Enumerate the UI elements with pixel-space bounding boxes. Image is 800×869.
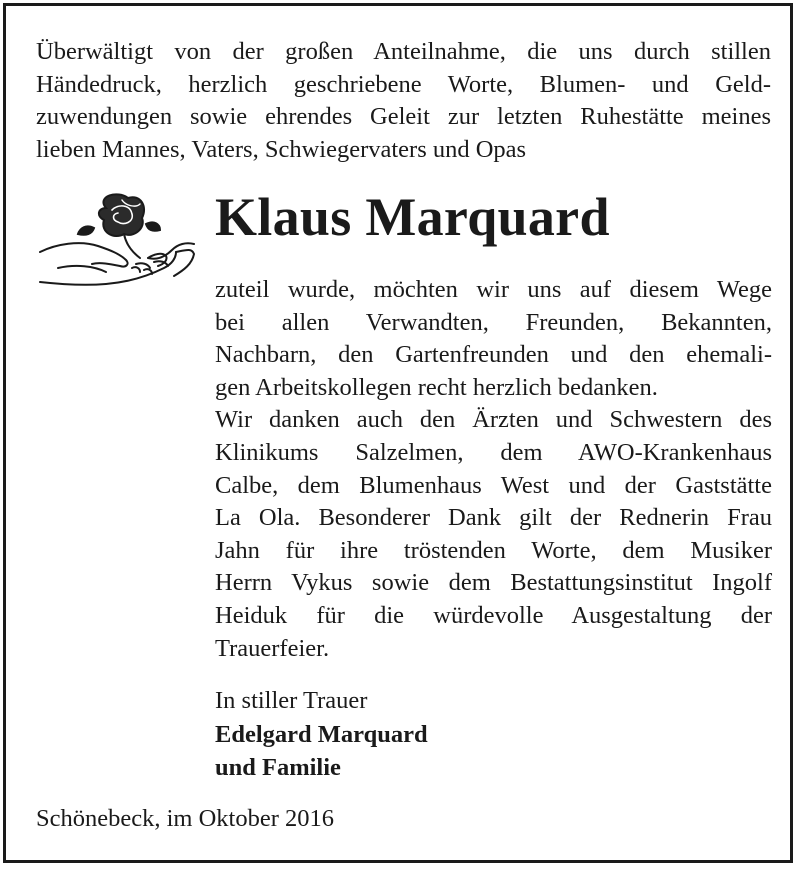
family-name: Edelgard Marquard (215, 720, 428, 748)
intro-line: lieben Mannes, Vaters, Schwiegervaters und Opas (36, 135, 527, 163)
thanks-line: Trauerfeier. (215, 634, 330, 662)
deceased-name: Klaus Marquard (215, 187, 610, 247)
thanks-line: gen Arbeitskollegen recht herzlich bedanken. (215, 373, 658, 401)
thanks-paragraph (215, 274, 772, 665)
mourning-intro: In stiller Trauer (215, 687, 368, 714)
place-date: Schönebeck, im Oktober 2016 (36, 805, 335, 832)
thanks-line: Nachbarn, den Gartenfreunden und den ehemali- (215, 341, 772, 369)
obituary-card (3, 3, 793, 863)
thanks-line: Heiduk für die würdevolle Ausgestaltung der (215, 601, 772, 629)
thanks-line: Calbe, dem Blumenhaus West und der Gaststätte (215, 471, 772, 499)
thanks-line: La Ola. Besonderer Dank gilt der Rednerin Frau (215, 504, 772, 532)
thanks-line: Wir danken auch den Ärzten und Schwestern des (215, 406, 772, 434)
intro-line: zuwendungen sowie ehrendes Geleit zur letzten Ruhestätte meines (36, 103, 771, 131)
intro-paragraph (36, 36, 771, 166)
thanks-line: Herrn Vykus sowie dem Bestattungsinstitut Ingolf (215, 569, 772, 597)
thanks-line: Klinikums Salzelmen, dem AWO-Krankenhaus (215, 438, 772, 466)
family-suffix: und Familie (215, 754, 341, 781)
intro-line: Überwältigt von der großen Anteilnahme, die uns durch stillen (36, 38, 771, 65)
thanks-line: Jahn für ihre tröstenden Worte, dem Musiker (215, 536, 772, 564)
thanks-line: bei allen Verwandten, Freunden, Bekannten, (215, 308, 772, 336)
intro-line: Händedruck, herzlich geschriebene Worte, Blumen- und Geld- (36, 70, 771, 98)
thanks-line: zuteil wurde, möchten wir uns auf diesem Wege (215, 276, 772, 303)
mourning-signature (215, 684, 428, 785)
rose-in-hands-icon (36, 188, 196, 294)
